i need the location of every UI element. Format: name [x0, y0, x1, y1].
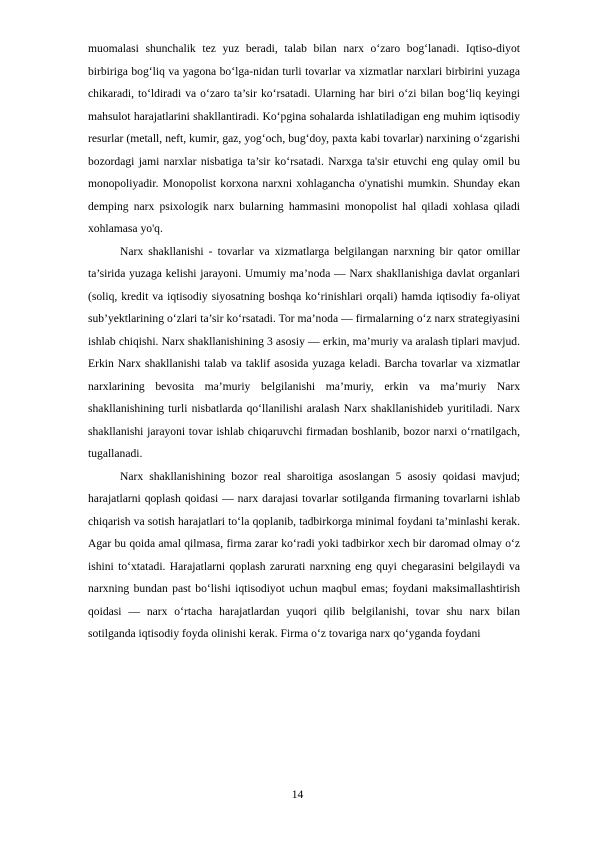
paragraph-1: muomalasi shunchalik tez yuz beradi, talab bilan narx o‘zaro bog‘lanadi. Iqtiso-diyot birbiriga bog‘liq va yagona bo‘lga-nidan turli tovarlar va xizmatlar narxlari birbirini yuzaga chikaradi, to‘ldiradi va o‘zaro ta’sir ko‘rsatadi. Ularning har biri o‘zi bilan bog‘liq keyingi mahsulot harajatlarini shakllantiradi. Ko‘pgina sohalarda ishlatiladigan eng muhim iqtisodiy resurlar (metall, neft, kumir, gaz, yog‘och, bug‘doy, paxta kabi tovarlar) narxining o‘zgarishi bozordagi jami narxlar nisbatiga ta’sir ko‘rsatadi. Narxga ta'sir etuvchi eng qulay omil bu monopoliyadir. Monopolist korxona narxni xohlagancha o'ynatishi mumkin. Shunday ekan demping narx psixologik narx bularning hammasini monopolist hal qiladi xohlasa qiladi xohlamasa yo'q.	[88, 42, 520, 235]
paragraph-2: Narx shakllanishi - tovarlar va xizmatlarga belgilangan narxning bir qator omillar ta’sirida yuzaga kelishi jarayoni. Umumiy ma’noda — Narx shakllanishiga davlat organlari (soliq, kredit va iqtisodiy siyosatning boshqa ko‘rinishlari orqali) hamda iqtisodiy fa-oliyat sub’yektlarining o‘zlari ta’sir ko‘rsatadi. Tor ma’noda — firmalarning o‘z narx strategiyasini ishlab chiqishi. Narx shakllanishining 3 asosiy — erkin, ma’muriy va aralash tiplari mavjud. Erkin Narx shakllanishi talab va taklif asosida yuzaga keladi. Barcha tovarlar va xizmatlar narxlarining bevosita ma’muriy belgilanishi ma’muriy, erkin va ma’muriy Narx shakllanishining turli nisbatlarda qo‘llanilishi aralash Narx shakllanishideb yuritiladi. Narx shakllanishi jarayoni tovar ishlab chiqaruvchi firmadan boshlanib, bozor narxi o‘rnatilgach, tugallanadi.	[88, 244, 520, 460]
page-number: 14	[291, 788, 304, 801]
paragraph-3: Narx shakllanishining bozor real sharoitiga asoslangan 5 asosiy qoidasi mavjud; harajatlarni qoplash qoidasi — narx darajasi tovarlar sotilganda firmaning tovarlarni ishlab chiqarish va sotish harajatlari to‘la qoplanib, tadbirkorga minimal foydani ta’minlashi kerak. Agar bu qoida amal qilmasa, firma zarar ko‘radi yoki tadbirkor xech bir daromad olmay o‘z ishini to‘xtatadi. Harajatlarni qoplash zarurati narxning eng quyi chegarasini belgilaydi va narxning bundan past bo‘lishi iqtisodiyot uchun maqbul emas; foydani maksimallashtirish qoidasi — narx o‘rtacha harajatlardan yuqori qilib belgilanishi, tovar shu narx bilan sotilganda iqtisodiy foyda olinishi kerak. Firma o‘z tovariga narx qo‘yganda foydani	[88, 469, 520, 640]
body-text	[88, 38, 520, 646]
